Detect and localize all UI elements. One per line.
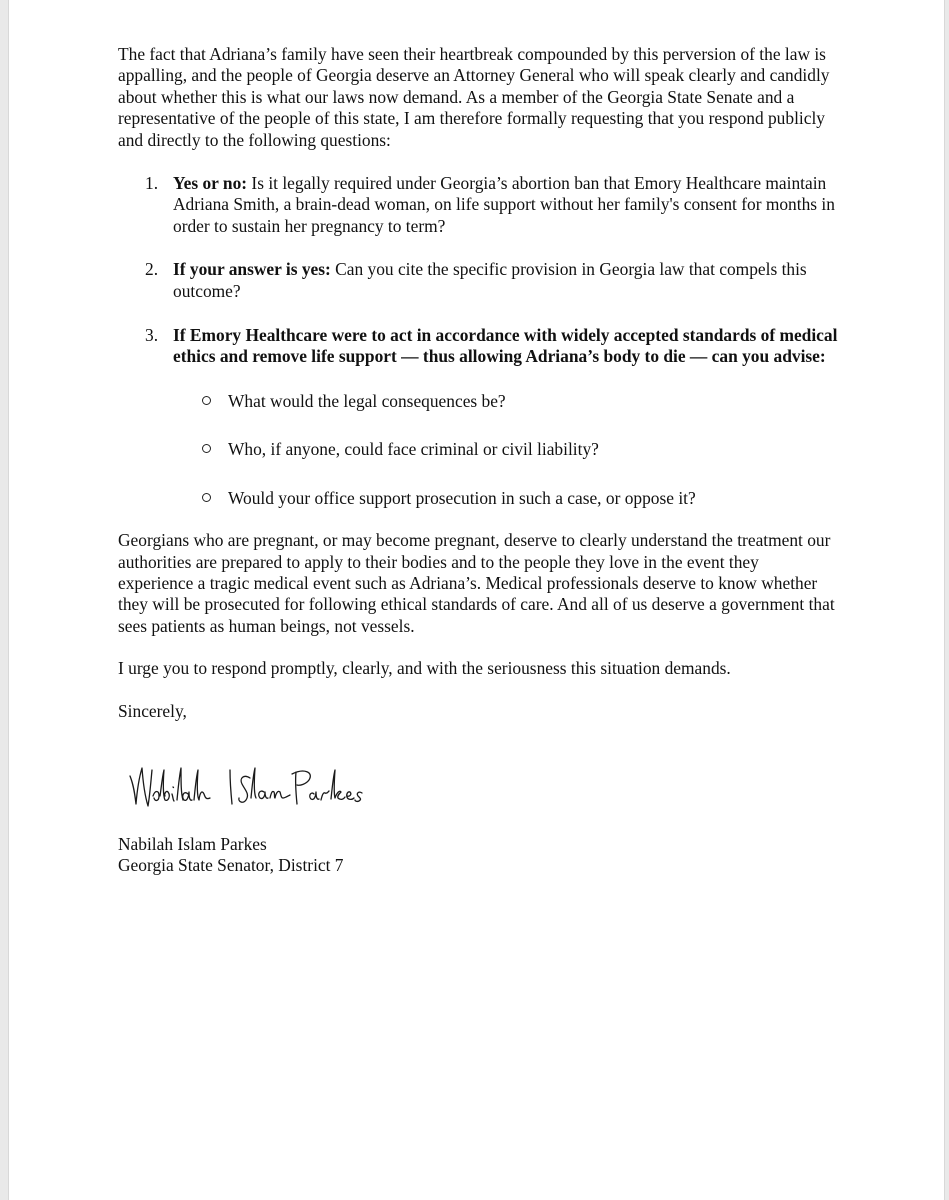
signer-name: Nabilah Islam Parkes [118, 833, 267, 854]
sub-question-text: Would your office support prosecution in such a case, or oppose it? [228, 487, 696, 508]
sub-question-text: What would the legal consequences be? [228, 390, 506, 411]
signer-title: Georgia State Senator, District 7 [118, 855, 344, 876]
hollow-circle-bullet-icon [202, 444, 211, 453]
handwritten-signature [118, 748, 838, 834]
question-number: 1. [145, 173, 159, 194]
question-lead: If Emory Healthcare were to act in accordance with widely accepted standards of medical ethics and remove life support — thus allowing Adriana’s body to die — can you advise: [173, 325, 838, 367]
closing-salutation: Sincerely, [118, 700, 187, 721]
question-lead: Yes or no: [173, 173, 248, 194]
question-number: 3. [145, 325, 159, 346]
question-2 [118, 259, 838, 302]
sub-question-3 [118, 488, 838, 509]
hollow-circle-bullet-icon [202, 493, 211, 502]
intro-paragraph: The fact that Adriana’s family have seen their heartbreak compounded by this perversion of the law is appalling, and the people of Georgia deserve an Attorney General who will speak clearly and candidly about whether this is what our laws now demand. As a member of the Georgia State Senate and a representative of the people of this state, I am therefore formally requesting that you respond publicly and directly to the following questions: [118, 44, 830, 150]
question-number: 2. [145, 259, 159, 280]
letter-page [8, 0, 945, 1200]
sub-question-1 [118, 391, 838, 412]
letter-body [118, 44, 838, 877]
question-text: Can you cite the specific provision in Georgia law that compels this outcome? [173, 259, 807, 301]
request-paragraph: I urge you to respond promptly, clearly, and with the seriousness this situation demands. [118, 658, 731, 679]
sub-question-text: Who, if anyone, could face criminal or civil liability? [228, 439, 599, 460]
sub-question-2 [118, 439, 838, 460]
body-paragraph: Georgians who are pregnant, or may become pregnant, deserve to clearly understand the treatment our authorities are prepared to apply to their bodies and to the people they love in the event they experience a tragic medical event such as Adriana’s. Medical professionals deserve to know whether they will be prosecuted for following ethical standards of care. And all of us deserve a government that sees patients as human beings, not vessels. [118, 530, 835, 636]
question-1 [118, 173, 838, 237]
question-3 [118, 325, 838, 368]
question-text: Is it legally required under Georgia’s abortion ban that Emory Healthcare maintain Adriana Smith, a brain-dead woman, on life support without her family's consent for months in order to sustain her pregnancy to term? [173, 173, 835, 236]
signature-image [126, 756, 366, 826]
question-lead: If your answer is yes: [173, 259, 331, 280]
hollow-circle-bullet-icon [202, 396, 211, 405]
